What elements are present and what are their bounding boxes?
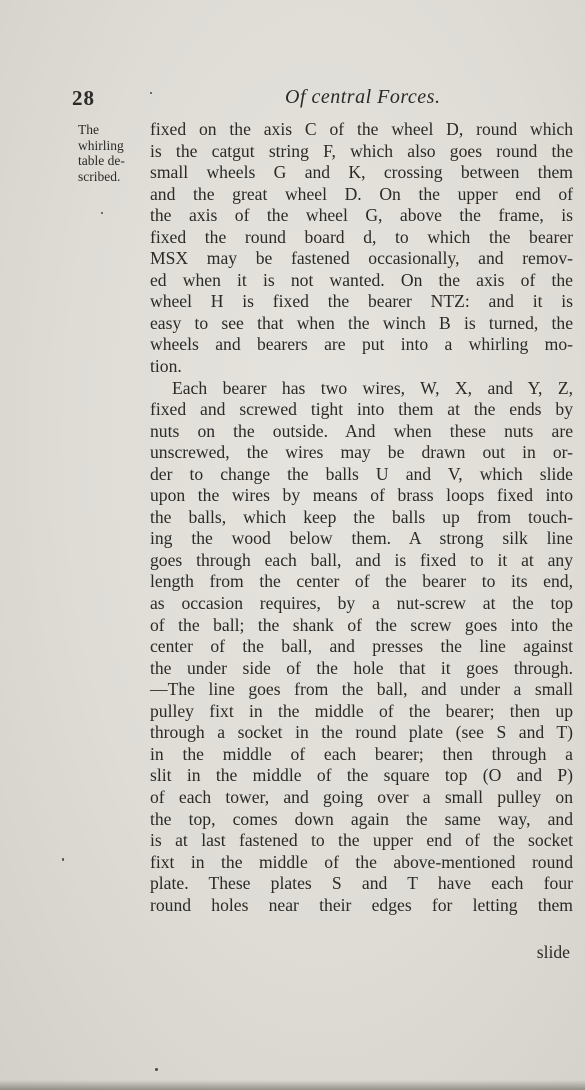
- text-line: as occasion requires, by a nut-screw at the top: [150, 593, 573, 614]
- text-line: ing the wood below them. A strong silk line: [150, 528, 573, 549]
- text-line: is at last fastened to the upper end of the socket: [150, 830, 573, 851]
- text-line: of each tower, and going over a small pulley on: [150, 786, 573, 807]
- text-line: small wheels G and K, crossing between them: [150, 162, 573, 183]
- text-line: wheels and bearers are put into a whirling mo-: [150, 334, 573, 355]
- text-line: center of the ball, and presses the line against: [150, 636, 573, 657]
- text-line: the top, comes down again the same way, and: [150, 808, 573, 829]
- margin-note: [78, 122, 142, 184]
- text-line: the axis of the wheel G, above the frame, is: [150, 205, 573, 226]
- text-line: through a socket in the round plate (see S and T): [150, 722, 573, 743]
- body-text: [150, 119, 573, 916]
- text-line: ed when it is not wanted. On the axis of the: [150, 269, 573, 290]
- paragraph-start-line: Each bearer has two wires, W, X, and Y, Z,: [172, 377, 573, 398]
- page-number: 28: [72, 86, 95, 110]
- paper-speck: [155, 1068, 158, 1071]
- text-line: wheel H is fixed the bearer NTZ: and it is: [150, 291, 573, 312]
- text-line: der to change the balls U and V, which slide: [150, 463, 573, 484]
- text-line: easy to see that when the winch B is turned, the: [150, 312, 573, 333]
- text-line: length from the center of the bearer to its end,: [150, 571, 573, 592]
- text-line: fixt in the middle of the above-mentioned round: [150, 851, 573, 872]
- text-line: round holes near their edges for letting them: [150, 894, 573, 915]
- text-line: fixed and screwed tight into them at the ends by: [150, 399, 573, 420]
- text-line: slit in the middle of the square top (O and P): [150, 765, 573, 786]
- page-header: [0, 86, 585, 116]
- text-line: upon the wires by means of brass loops fixed into: [150, 485, 573, 506]
- text-line: in the middle of each bearer; then through a: [150, 743, 573, 764]
- text-line: and the great wheel D. On the upper end of: [150, 183, 573, 204]
- text-line: fixed on the axis C of the wheel D, round which: [150, 119, 573, 139]
- text-line: nuts on the outside. And when these nuts are: [150, 420, 573, 441]
- text-line: goes through each ball, and is fixed to it at any: [150, 549, 573, 570]
- paper-speck: [62, 858, 64, 861]
- margin-note-line: The: [78, 122, 99, 137]
- running-title: Of central Forces.: [285, 86, 441, 108]
- page-edge-shadow: [0, 1080, 585, 1090]
- margin-note-line: table de-: [78, 153, 125, 168]
- text-line: unscrewed, the wires may be drawn out in or-: [150, 442, 573, 463]
- text-line: fixed the round board d, to which the bearer: [150, 226, 573, 247]
- text-line: —The line goes from the ball, and under a small: [150, 679, 573, 700]
- text-line: plate. These plates S and T have each four: [150, 873, 573, 894]
- text-line: the balls, which keep the balls up from touch-: [150, 506, 573, 527]
- margin-note-line: scribed.: [78, 168, 121, 184]
- text-line: is the catgut string F, which also goes round the: [150, 140, 573, 161]
- text-line: tion.: [150, 356, 182, 377]
- text-line: MSX may be fastened occasionally, and remov-: [150, 248, 573, 269]
- text-line: pulley fixt in the middle of the bearer; then up: [150, 700, 573, 721]
- margin-note-line: whirling: [78, 137, 124, 153]
- text-line: the under side of the hole that it goes through.: [150, 657, 573, 678]
- text-line: of the ball; the shank of the screw goes into the: [150, 614, 573, 635]
- paper-speck: [150, 92, 152, 94]
- catchword: slide: [536, 942, 570, 962]
- paper-speck: [101, 212, 103, 214]
